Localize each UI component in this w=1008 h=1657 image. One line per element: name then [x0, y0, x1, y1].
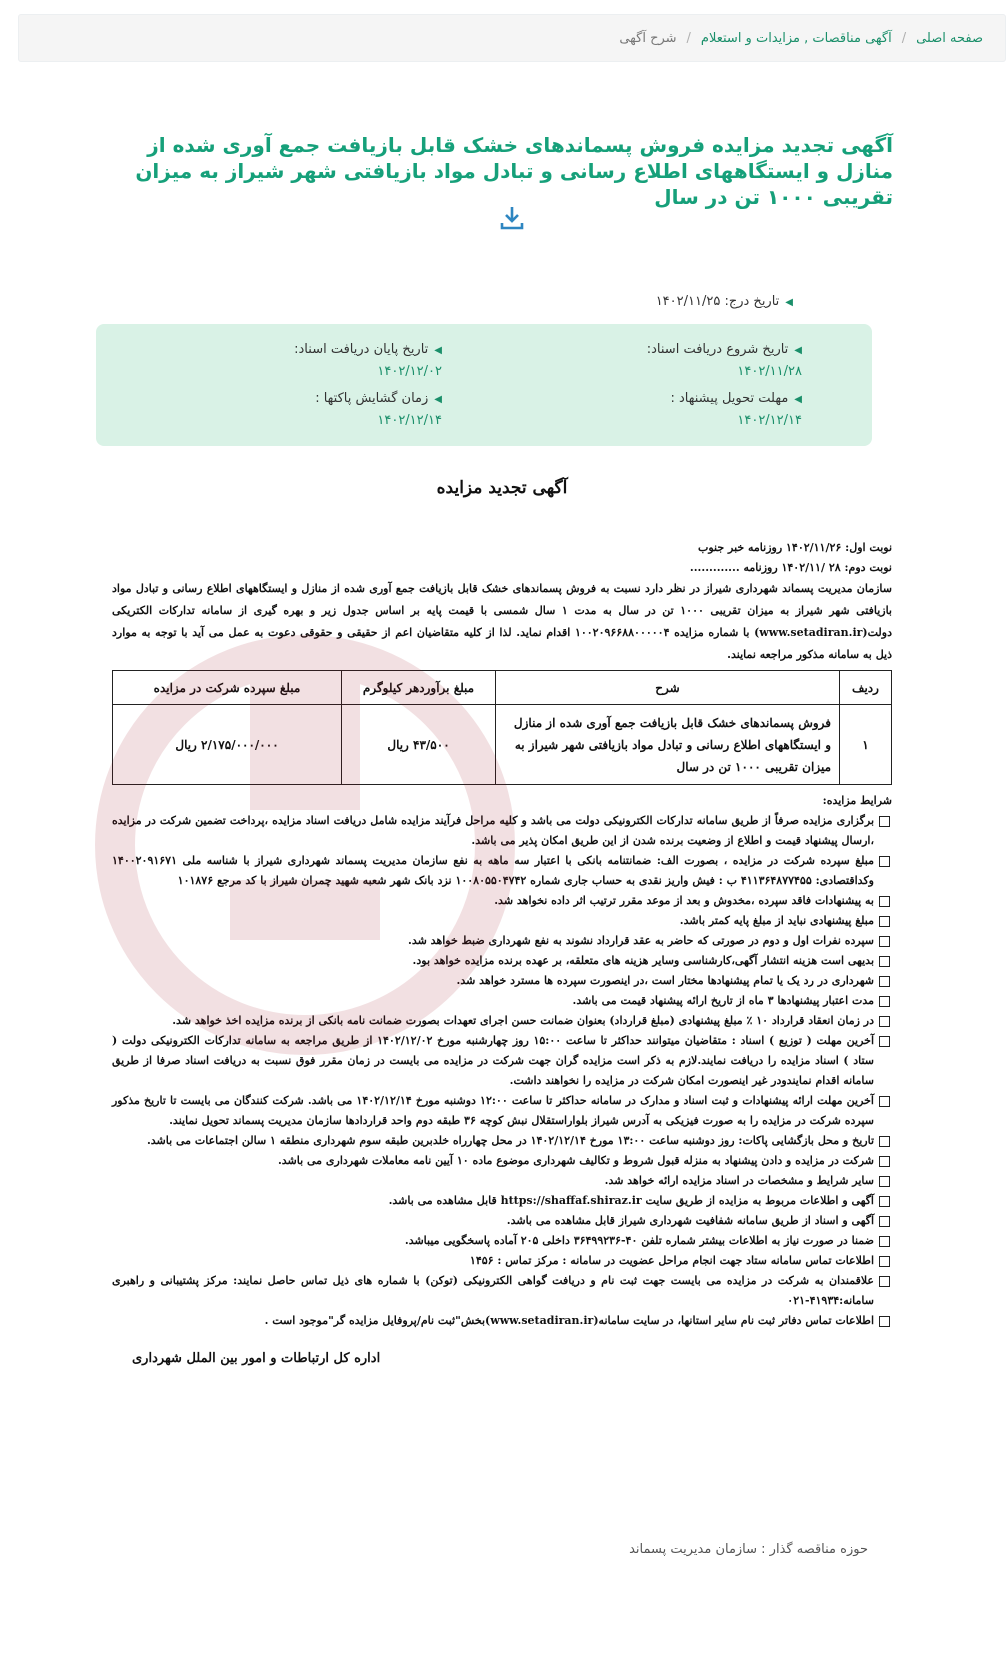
breadcrumb-separator: / — [686, 30, 691, 46]
conditions-list — [112, 811, 892, 1331]
condition-item: ضمنا در صورت نیاز به اطلاعات بیشتر شماره تلفن ۴۰-۳۶۴۹۹۲۳۶ داخلی ۲۰۵ آماده پاسخگویی میباشد. — [112, 1231, 892, 1251]
condition-item: برگزاری مزایده صرفاً از طریق سامانه تدارکات الکترونیکی دولت می باشد و کلیه مراحل فرآیند مزایده شامل دریافت اسناد مزایده ،پرداخت تضمین شرکت در مزایده ،ارسال پیشنهاد قیمت و اطلاع از وضعیت برنده شدن از این طریق امکان پذیر می باشد. — [112, 811, 892, 851]
auction-notice-document — [112, 478, 892, 1488]
col-deposit: مبلغ سپرده شرکت در مزایده — [113, 671, 342, 705]
breadcrumb-current: شرح آگهی — [619, 30, 677, 46]
page-title: آگهی تجدید مزایده فروش پسماندهای خشک قابل بازیافت جمع آوری شده از منازل و ایستگاههای اطلاع رسانی و تبادل مواد بازیافتی شهر شیراز به میزان تقریبی ۱۰۰۰ تن در سال — [135, 133, 893, 209]
doc-end-label: تاریخ پایان دریافت اسناد: — [294, 342, 429, 357]
condition-item: مبلغ سپرده شرکت در مزایده ، بصورت الف: ضمانتنامه بانکی با اعتبار سه ماهه به نفع سازمان مدیریت پسماند شهرداری شیراز با شناسه ملی ۱۴۰۰۲۰۹۱۶۷۱ وکداقتصادی: ۴۱۱۳۶۴۸۷۷۴۵۵ ب : فیش واریز نقدی به حساب جاری شماره ۱۰۰۸۰۵۵۰۴۷۴۲ نزد بانک شهر شعبه شهید چمران شیراز با کد مرجع ۱۰۱۸۷۶ — [112, 851, 892, 891]
condition-item: مدت اعتبار پیشنهادها ۳ ماه از تاریخ ارائه پیشنهاد قیمت می باشد. — [112, 991, 892, 1011]
info-box — [96, 324, 872, 446]
deadline-value: ۱۴۰۲/۱۲/۱۴ — [737, 413, 802, 428]
first-publication: نوبت اول: ۱۴۰۲/۱۱/۲۶ روزنامه خبر جنوب — [698, 541, 892, 554]
col-price-per-kg: مبلغ برآوردهر کیلوگرم — [342, 671, 496, 705]
auction-table — [112, 670, 892, 785]
condition-item: شرکت در مزایده و دادن پیشنهاد به منزله قبول شروط و تکالیف شهرداری موضوع ماده ۱۰ آیین نامه معاملات شهرداری می باشد. — [112, 1151, 892, 1171]
doc-start-label: تاریخ شروع دریافت اسناد: — [646, 342, 789, 357]
footer-organizer: حوزه مناقصه گذار : سازمان مدیریت پسماند — [629, 1542, 868, 1557]
doc-start-value: ۱۴۰۲/۱۱/۲۸ — [737, 364, 802, 379]
row-number: ۱ — [840, 705, 892, 785]
condition-item: سایر شرایط و مشخصات در اسناد مزایده ارائه خواهد شد. — [112, 1171, 892, 1191]
condition-item: اطلاعات تماس سامانه ستاد جهت انجام مراحل عضویت در سامانه : مرکز تماس : ۱۴۵۶ — [112, 1251, 892, 1271]
col-description: شرح — [496, 671, 840, 705]
triangle-left-icon: ◀ — [434, 345, 442, 356]
col-row-number: ردیف — [840, 671, 892, 705]
breadcrumb-separator: / — [901, 30, 907, 46]
condition-item: مبلغ پیشنهادی نباید از مبلغ پایه کمتر باشد. — [112, 911, 892, 931]
post-date — [656, 294, 793, 309]
condition-item: تاریخ و محل بازگشایی پاکات: روز دوشنبه ساعت ۱۳:۰۰ مورخ ۱۴۰۲/۱۲/۱۴ در محل چهارراه خلدبرین طبقه سوم شهرداری منطقه ۱ سالن اجتماعات می باشد. — [112, 1131, 892, 1151]
condition-item: در زمان انعقاد قرارداد ۱۰ ٪ مبلغ پیشنهادی (مبلغ قرارداد) بعنوان ضمانت حسن اجرای تعهدات بصورت ضمانت نامه بانکی از برنده مزایده اخذ خواهد شد. — [112, 1011, 892, 1031]
condition-item: اطلاعات تماس دفاتر ثبت نام سایر استانها، در سایت سامانه(www.setadiran.ir)بخش"ثبت نام/پروفایل مزایده گر"موجود است . — [112, 1311, 892, 1331]
row-deposit: ۲/۱۷۵/۰۰۰/۰۰۰ ریال — [113, 705, 342, 785]
condition-item: سپرده نفرات اول و دوم در صورتی که حاضر به عقد قرارداد نشوند به نفع شهرداری ضبط خواهد شد. — [112, 931, 892, 951]
condition-item: آگهی و اسناد از طریق سامانه شفافیت شهرداری شیراز قابل مشاهده می باشد. — [112, 1211, 892, 1231]
row-description: فروش پسماندهای خشک قابل بازیافت جمع آوری شده از منازل و ایستگاههای اطلاع رسانی و تبادل مواد بازیافتی شهر شیراز به میزان تقریبی ۱۰۰۰ تن در سال — [496, 705, 840, 785]
second-publication: نوبت دوم: ۲۸ /۱۴۰۲/۱۱ روزنامه ............. — [689, 561, 892, 574]
doc-end-date — [202, 342, 442, 379]
doc-heading: آگهی تجدید مزایده — [436, 478, 568, 498]
envelope-opening — [202, 391, 442, 428]
condition-item: آخرین مهلت ( توزیع ) اسناد : متقاضیان میتوانند حداکثر تا ساعت ۱۵:۰۰ روز چهارشنبه مورخ ۱۴۰۲/۱۲/۰۲ از طریق مراجعه به سامانه تدارکات الکترونیکی دولت ( ستاد ) اسناد مزایده را دریافت نمایند.لازم به ذکر است مزایده گران جهت شرکت در مزایده می بایست در زمان مقرر فوق نسبت به دریافت اسناد صرفا از طریق سامانه اقدام نمایندودر غیر اینصورت امکان شرکت در مزایده را نخواهند داشت. — [112, 1031, 892, 1091]
doc-end-value: ۱۴۰۲/۱۲/۰۲ — [377, 364, 442, 379]
table-row — [113, 705, 892, 785]
condition-item: علاقمندان به شرکت در مزایده می بایست جهت ثبت نام و دریافت گواهی الکترونیکی (توکن) با شماره های ذیل تماس حاصل نمایند: مرکز پشتیبانی و راهبری سامانه:۴۱۹۳۴-۰۲۱ — [112, 1271, 892, 1311]
triangle-left-icon: ◀ — [434, 394, 442, 405]
post-date-label: تاریخ درج: — [724, 294, 780, 309]
intro-paragraph: سازمان مدیریت پسماند شهرداری شیراز در نظر دارد نسبت به فروش پسماندهای خشک قابل بازیافت جمع آوری شده از منازل و ایستگاههای اطلاع رسانی و تبادل مواد بازیافتی شهر شیراز به میزان تقریبی ۱۰۰۰ تن در سال به مدت ۱ سال شمسی با قیمت پایه بر اساس جدول زیر و بهره گیری از سامانه تدارکات الکتریکی دولت(www.setadiran.ir) با شماره مزایده ۱۰۰۲۰۹۶۶۸۸۰۰۰۰۰۴ اقدام نماید. لذا از کلیه متقاضیان اعم از حقیقی و حقوقی دعوت به عمل می آید با توجه به موارد ذیل به سامانه مذکور مراجعه نمایند. — [112, 582, 892, 661]
signature: اداره کل ارتباطات و امور بین الملل شهرداری — [132, 1351, 381, 1366]
post-date-value: ۱۴۰۲/۱۱/۲۵ — [655, 294, 721, 309]
triangle-left-icon: ◀ — [785, 297, 793, 308]
condition-item: آخرین مهلت ارائه پیشنهادات و ثبت اسناد و مدارک در سامانه حداکثر تا ساعت ۱۲:۰۰ دوشنبه مورخ ۱۴۰۲/۱۲/۱۴ می باشد. شرکت کنندگان می بایست تا تاریخ مذکور سپرده شرکت در مزایده را به صورت فیزیکی به آدرس شیراز بلواراستقلال نبش کوچه ۳۶ طبقه دوم واحد قراردادها سازمان مدیریت پسماند تحویل نمایند. — [112, 1091, 892, 1131]
triangle-left-icon: ◀ — [794, 345, 802, 356]
breadcrumb — [18, 14, 1006, 62]
deadline-label: مهلت تحویل پیشنهاد : — [670, 391, 789, 406]
condition-item: به پیشنهادات فاقد سپرده ،مخدوش و بعد از موعد مقرر ترتیب اثر داده نخواهد شد. — [112, 891, 892, 911]
breadcrumb-home-link[interactable]: صفحه اصلی — [916, 30, 983, 46]
triangle-left-icon: ◀ — [794, 394, 802, 405]
condition-item: بدیهی است هزینه انتشار آگهی،کارشناسی وسایر هزینه های متعلقه، بر عهده برنده مزایده خواهد بود. — [112, 951, 892, 971]
opening-label: زمان گشایش پاکتها : — [315, 391, 429, 406]
offer-deadline — [562, 391, 802, 428]
conditions-title: شرایط مزایده: — [822, 794, 892, 807]
condition-item: آگهی و اطلاعات مربوط به مزایده از طریق سایت https://shaffaf.shiraz.ir قابل مشاهده می باشد. — [112, 1191, 892, 1211]
breadcrumb-section-link[interactable]: آگهی مناقصات , مزایدات و استعلام — [700, 30, 892, 46]
download-icon[interactable] — [499, 204, 525, 232]
row-price: ۴۳/۵۰۰ ریال — [342, 705, 496, 785]
condition-item: شهرداری در رد یک یا تمام پیشنهادها مختار است ،در اینصورت سپرده ها مسترد خواهد شد. — [112, 971, 892, 991]
doc-start-date — [562, 342, 802, 379]
opening-value: ۱۴۰۲/۱۲/۱۴ — [377, 413, 442, 428]
table-header-row — [113, 671, 892, 705]
